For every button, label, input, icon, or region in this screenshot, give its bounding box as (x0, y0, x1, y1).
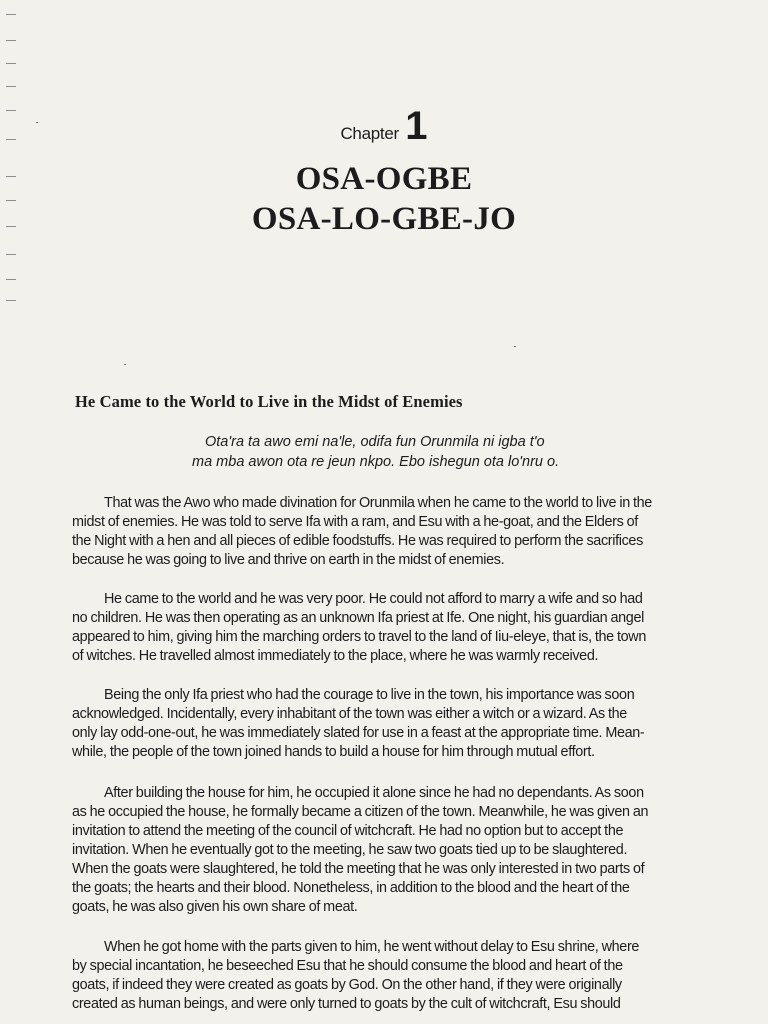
paragraph-line: goats, if indeed they were created as goats by God. On the other hand, if they were originally (72, 977, 622, 993)
chapter-number: 1 (405, 104, 428, 148)
paragraph-line: goats, he was also given his own share of meat. (72, 899, 358, 915)
paragraph-line: invitation to attend the meeting of the council of witchcraft. He had no option but to accept the (72, 823, 624, 839)
paragraph-line: When the goats were slaughtered, he told the meeting that he was only interested in two parts of (72, 861, 645, 877)
paragraph-line: When he got home with the parts given to him, he went without delay to Esu shrine, where (104, 939, 640, 955)
paragraph (72, 784, 686, 917)
scan-speck (514, 346, 516, 347)
chapter-label: Chapter (340, 124, 399, 143)
paragraph-line: Being the only Ifa priest who had the courage to live in the town, his importance was soon (104, 687, 635, 703)
scan-speck (36, 122, 38, 123)
chapter-title: OSA-OGBE (295, 161, 473, 197)
paragraph-line: After building the house for him, he occupied it alone since he had no dependants. As soon (104, 785, 644, 801)
paragraph-line: appeared to him, giving him the marching orders to travel to the land of Iiu-eleye, that is, the town (72, 629, 646, 645)
paragraph (72, 686, 686, 762)
paragraph-line: by special incantation, he beseeched Esu that he should consume the blood and heart of the (72, 958, 623, 974)
scan-speck (124, 364, 126, 365)
paragraph (72, 938, 686, 1014)
paragraph (72, 590, 686, 666)
section-heading: He Came to the World to Live in the Midst of Enemies (75, 392, 463, 411)
verse-line: Ota'ra ta awo emi na'le, odifa fun Orunmila ni igba t'o (205, 434, 545, 450)
paragraph-line: because he was going to live and thrive on earth in the midst of enemies. (72, 552, 505, 568)
paragraph-line: while, the people of the town joined hands to build a house for him through mutual effort. (72, 744, 595, 760)
paragraph-line: the Night with a hen and all pieces of edible foodstuffs. He was required to perform the sacrifices (72, 533, 643, 549)
paragraph-line: no children. He was then operating as an unknown Ifa priest at Ife. One night, his guardian angel (72, 610, 644, 626)
paragraph (72, 494, 686, 570)
chapter-heading (0, 106, 768, 146)
page-margin-marks (0, 0, 24, 1024)
paragraph-line: midst of enemies. He was told to serve Ifa with a ram, and Esu with a he-goat, and the Elders of (72, 514, 638, 530)
paragraph-line: acknowledged. Incidentally, every inhabitant of the town was either a witch or a wizard. As the (72, 706, 627, 722)
paragraph-line: invitation. When he eventually got to the meeting, he saw two goats tied up to be slaughtered. (72, 842, 628, 858)
paragraph-line: only lay odd-one-out, he was immediately slated for use in a feast at the appropriate time. Mean- (72, 725, 645, 741)
paragraph-line: That was the Awo who made divination for Orunmila when he came to the world to live in the (104, 495, 652, 511)
paragraph-line: He came to the world and he was very poor. He could not afford to marry a wife and so had (104, 591, 643, 607)
paragraph-line: of witches. He travelled almost immediately to the place, where he was warmly received. (72, 648, 599, 664)
paragraph-line: the goats; the hearts and their blood. Nonetheless, in addition to the blood and the heart of the (72, 880, 630, 896)
paragraph-line: as he occupied the house, he formally became a citizen of the town. Meanwhile, he was given an (72, 804, 649, 820)
verse-block (0, 432, 768, 472)
paragraph-line: created as human beings, and were only turned to goats by the cult of witchcraft, Esu should (72, 996, 621, 1012)
chapter-subtitle: OSA-LO-GBE-JO (251, 201, 517, 237)
verse-line: ma mba awon ota re jeun nkpo. Ebo ishegun ota lo'nru o. (192, 454, 560, 470)
